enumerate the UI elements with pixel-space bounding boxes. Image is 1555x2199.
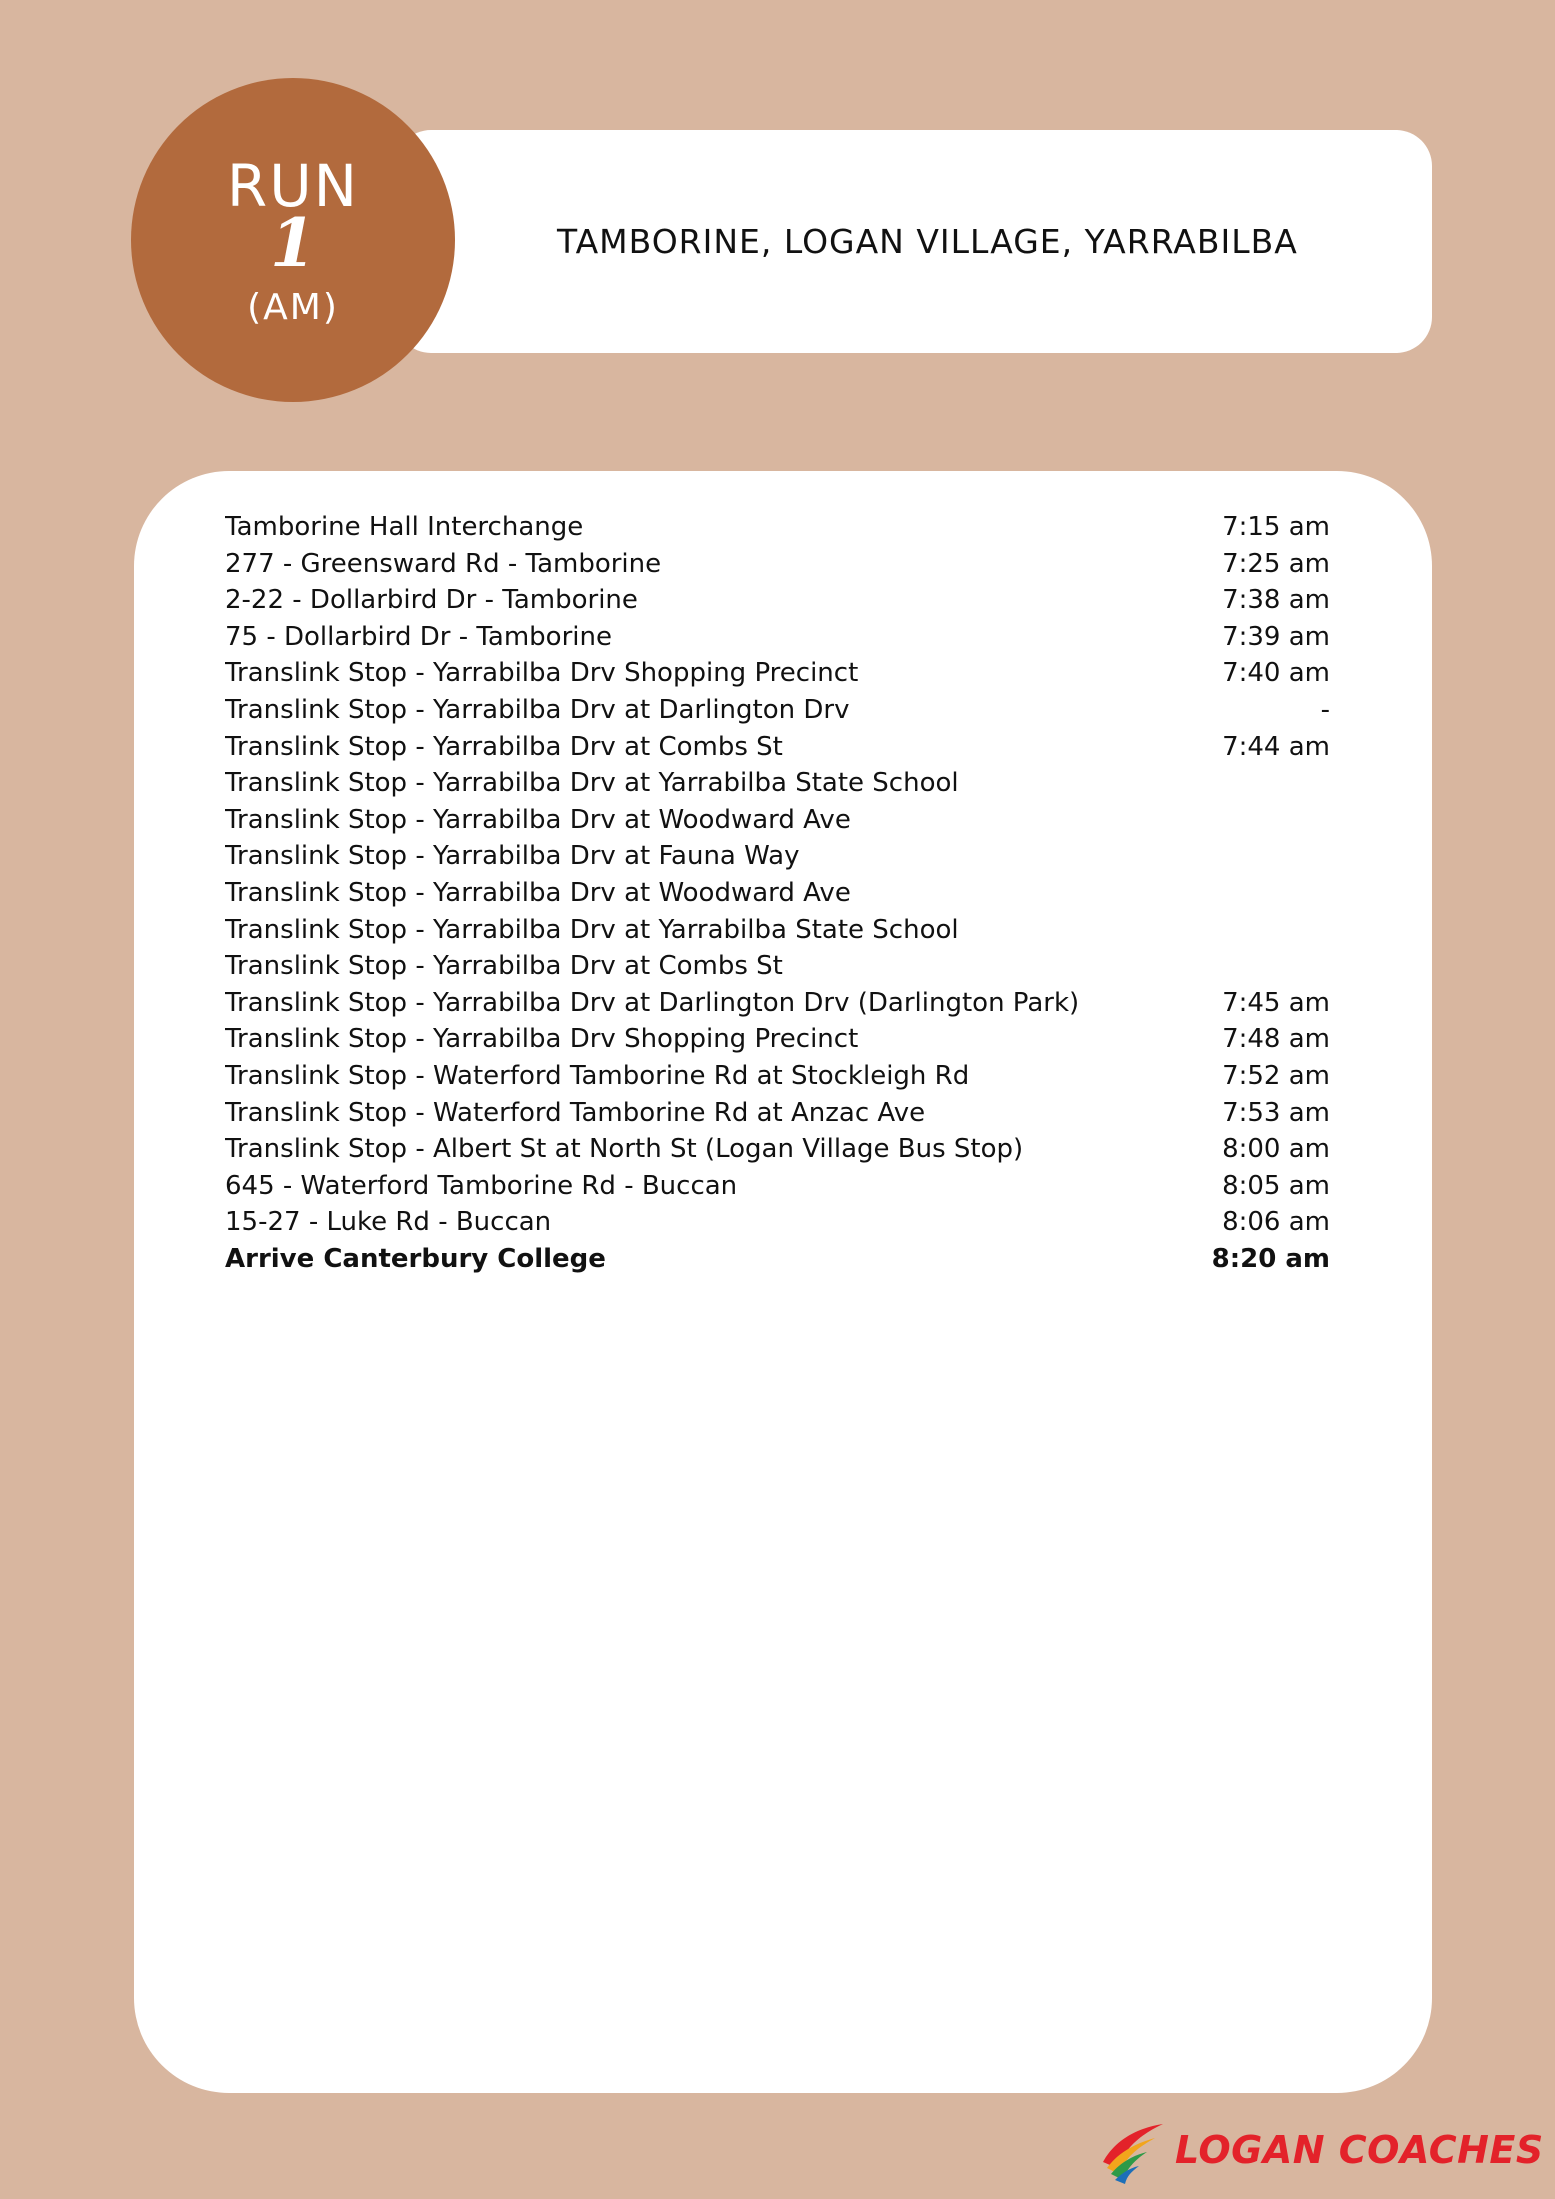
swoosh-logo-icon [1097, 2118, 1169, 2184]
stop-name: 2-22 - Dollarbird Dr - Tamborine [225, 585, 638, 616]
stop-name: Tamborine Hall Interchange [225, 512, 584, 542]
stop-name: Translink Stop - Yarrabilba Drv Shopping Precinct [225, 658, 859, 689]
stop-row [225, 729, 1330, 766]
stop-name: Translink Stop - Yarrabilba Drv at Darlington Drv (Darlington Park) [225, 987, 1080, 1018]
final-stop-row [225, 1241, 1330, 1278]
stop-time: 7:15 am [1222, 512, 1330, 542]
final-stop-time: 8:20 am [1211, 1243, 1330, 1274]
stop-row [225, 1095, 1330, 1132]
stop-time: 7:53 am [1222, 1097, 1330, 1128]
route-title: TAMBORINE, LOGAN VILLAGE, YARRABILBA [557, 222, 1298, 261]
stop-name: 15-27 - Luke Rd - Buccan [225, 1207, 552, 1238]
stop-time: 7:48 am [1222, 1024, 1330, 1055]
stop-row [225, 1131, 1330, 1168]
stop-name: Translink Stop - Yarrabilba Drv at Combs St [225, 731, 783, 762]
stop-row [225, 1168, 1330, 1205]
run-label: RUN [226, 152, 360, 220]
stop-row [225, 509, 1330, 546]
stop-time: - [1320, 694, 1330, 725]
stop-row [225, 765, 1330, 802]
stop-name: 645 - Waterford Tamborine Rd - Buccan [225, 1170, 738, 1201]
stop-name: Translink Stop - Yarrabilba Drv Shopping Precinct [225, 1024, 859, 1055]
stop-name: Translink Stop - Yarrabilba Drv at Yarrabilba State School [225, 914, 959, 945]
stop-row [225, 546, 1330, 583]
stop-name: Translink Stop - Yarrabilba Drv at Combs St [225, 951, 783, 982]
stop-row [225, 582, 1330, 619]
logo-text: LOGAN COACHES [1175, 2128, 1544, 2172]
stop-time: 8:00 am [1222, 1134, 1330, 1165]
stop-time: 7:40 am [1222, 658, 1330, 689]
stop-name: 75 - Dollarbird Dr - Tamborine [225, 621, 612, 652]
stop-time: 8:05 am [1222, 1170, 1330, 1201]
stop-time: 7:39 am [1222, 621, 1330, 652]
route-header-card [395, 130, 1432, 353]
run-number: 1 [270, 204, 316, 282]
stop-row [225, 875, 1330, 912]
stop-name: Translink Stop - Waterford Tamborine Rd at Anzac Ave [225, 1097, 926, 1128]
stop-row [225, 1204, 1330, 1241]
stop-list [225, 509, 1330, 1277]
stop-row [225, 985, 1330, 1022]
stop-name: Translink Stop - Yarrabilba Drv at Fauna Way [225, 841, 800, 872]
stop-row [225, 619, 1330, 656]
timetable-card [134, 471, 1432, 2093]
stop-name: 277 - Greensward Rd - Tamborine [225, 548, 662, 579]
stop-name: Translink Stop - Yarrabilba Drv at Darlington Drv [225, 694, 850, 725]
stop-row [225, 802, 1330, 839]
stop-row [225, 1058, 1330, 1095]
final-stop-name: Arrive Canterbury College [225, 1243, 606, 1274]
stop-row [225, 948, 1330, 985]
stop-time: 7:45 am [1222, 987, 1330, 1018]
stop-time: 7:38 am [1222, 585, 1330, 616]
stop-name: Translink Stop - Waterford Tamborine Rd at Stockleigh Rd [225, 1060, 970, 1091]
stop-name: Translink Stop - Yarrabilba Drv at Yarrabilba State School [225, 768, 959, 799]
stop-row [225, 912, 1330, 949]
logan-coaches-logo [1097, 2118, 1544, 2184]
stop-row [225, 692, 1330, 729]
stop-time: 7:52 am [1222, 1060, 1330, 1091]
stop-row [225, 1021, 1330, 1058]
stop-name: Translink Stop - Albert St at North St (Logan Village Bus Stop) [225, 1134, 1024, 1165]
stop-time: 8:06 am [1222, 1207, 1330, 1238]
stop-time: 7:25 am [1222, 548, 1330, 579]
run-period: (AM) [247, 287, 339, 328]
stop-name: Translink Stop - Yarrabilba Drv at Woodward Ave [225, 804, 851, 835]
stop-name: Translink Stop - Yarrabilba Drv at Woodward Ave [225, 877, 851, 908]
stop-row [225, 655, 1330, 692]
stop-time: 7:44 am [1222, 731, 1330, 762]
stop-row [225, 838, 1330, 875]
run-badge [131, 78, 455, 402]
